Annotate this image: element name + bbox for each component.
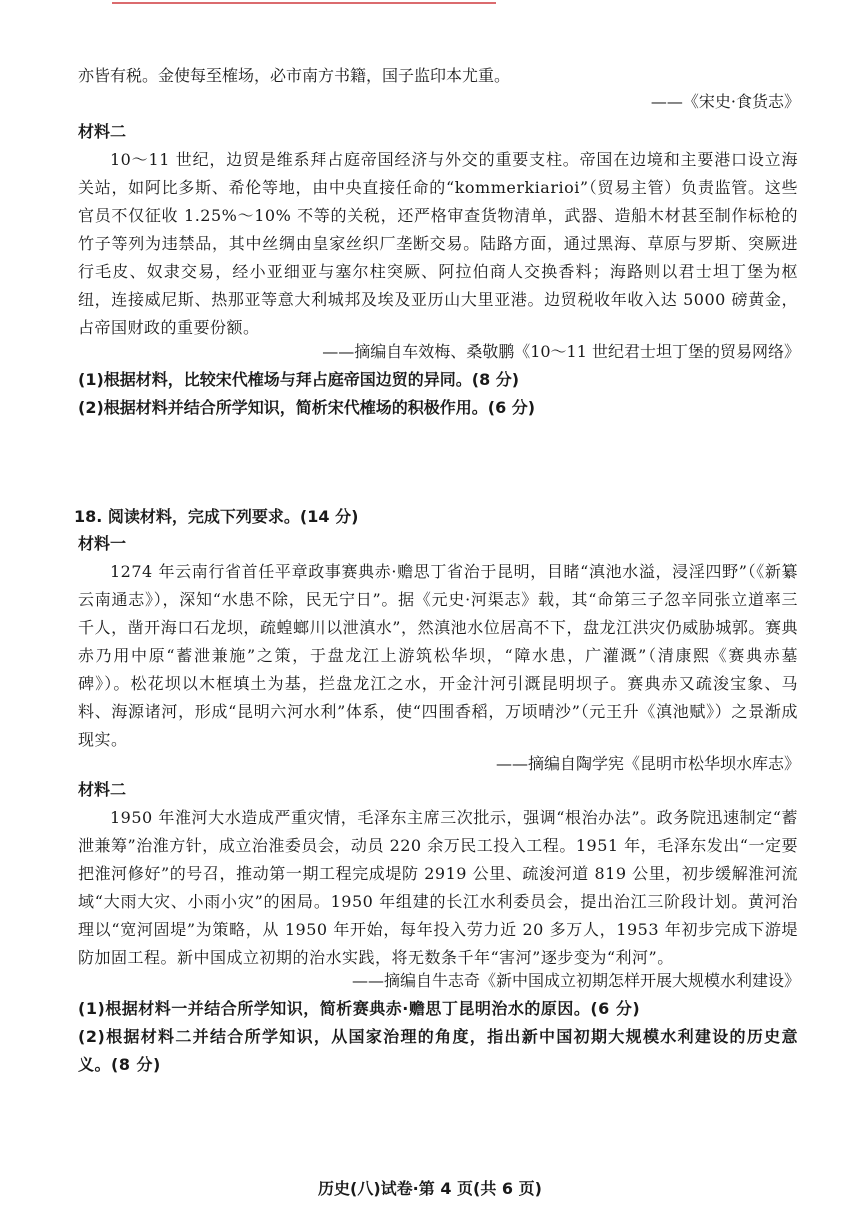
q18-material1-heading: 材料一 [78, 534, 127, 553]
q18-material1-body: 1274 年云南行省首任平章政事赛典赤·赡思丁省治于昆明，目睹“滇池水溢，浸淫四野”（《新纂云南通志》），深知“水患不除，民无宁日”。据《元史·河渠志》载，其“命第三子忽辛同张立道率三千人，凿开海口石龙坝，疏蝗螂川以泄滇水”，然滇池水位居高不下，盘龙江洪灾仍威胁城郭。赛典赤乃用中原“蓄泄兼施”之策，于盘龙江上游筑松华坝，“障水患，广灌溉”（清康熙《赛典赤墓碑》）。松花坝以木框填土为基，拦盘龙江之水，开金汁河引溉昆明坝子。赛典赤又疏浚宝象、马料、海源诸河，形成“昆明六河水利”体系，使“四围香稻，万顷晴沙”（元王升《滇池赋》）之景渐成现实。 [78, 562, 798, 749]
q18-header: 18. 阅读材料，完成下列要求。(14 分) [74, 507, 359, 526]
q18-material2-heading: 材料二 [78, 780, 127, 799]
continuation-source: ——《宋史·食货志》 [650, 92, 800, 111]
q18-material2-source: ——摘编自牛志奇《新中国成立初期怎样开展大规模水利建设》 [351, 971, 800, 990]
q18-subquestion-1: (1)根据材料一并结合所学知识，简析赛典赤·赡思丁昆明治水的原因。(6 分) [78, 999, 641, 1018]
continuation-text: 亦皆有税。金使每至榷场，必市南方书籍，国子监印本尤重。 [78, 66, 511, 85]
q17-material2-body: 10～11 世纪，边贸是维系拜占庭帝国经济与外交的重要支柱。帝国在边境和主要港口设立海关站，如阿比多斯、希伦等地，由中央直接任命的“kommerkiarioi”（贸易主管）负责监管。这些官员不仅征收 1.25%～10% 不等的关税，还严格审查货物清单，武器、造船木材甚至制作标枪的竹子等列为违禁品，其中丝绸由皇家丝织厂垄断交易。陆路方面，通过黑海、草原与罗斯、突厥进行毛皮、奴隶交易，经小亚细亚与塞尔柱突厥、阿拉伯商人交换香料；海路则以君士坦丁堡为枢纽，连接威尼斯、热那亚等意大利城邦及埃及亚历山大里亚港。边贸税收年收入达 5000 磅黄金，占帝国财政的重要份额。 [78, 150, 798, 337]
q17-material2-source: ——摘编自车效梅、桑敬鹏《10～11 世纪君士坦丁堡的贸易网络》 [322, 342, 800, 361]
q18-material1-source: ——摘编自陶学宪《昆明市松华坝水库志》 [495, 754, 800, 773]
q18-material2-body: 1950 年淮河大水造成严重灾情，毛泽东主席三次批示，强调“根治办法”。政务院迅速制定“蓄泄兼筹”治淮方针，成立治淮委员会，动员 220 余万民工投入工程。1951 年，毛泽东发出“一定要把淮河修好”的号召，推动第一期工程完成堤防 2919 公里、疏浚河道 819 公里，初步缓解淮河流域“大雨大灾、小雨小灾”的困局。1950 年组建的长江水利委员会，提出治江三阶段计划。黄河治理以“宽河固堤”为策略，从 1950 年开始，每年投入劳力近 20 多万人，1953 年初步完成下游堤防加固工程。新中国成立初期的治水实践，将无数条千年“害河”逐步变为“利河”。 [78, 808, 798, 967]
q17-material2-heading: 材料二 [78, 122, 127, 141]
q17-subquestion-2: (2)根据材料并结合所学知识，简析宋代榷场的积极作用。(6 分) [78, 398, 536, 417]
q17-subquestion-1: (1)根据材料，比较宋代榷场与拜占庭帝国边贸的异同。(8 分) [78, 370, 520, 389]
page-footer: 历史(八)试卷·第 4 页(共 6 页) [318, 1179, 542, 1198]
q18-subquestion-2: (2)根据材料二并结合所学知识，从国家治理的角度，指出新中国初期大规模水利建设的历史意义。(8 分) [78, 1027, 798, 1074]
top-rule [112, 2, 496, 4]
